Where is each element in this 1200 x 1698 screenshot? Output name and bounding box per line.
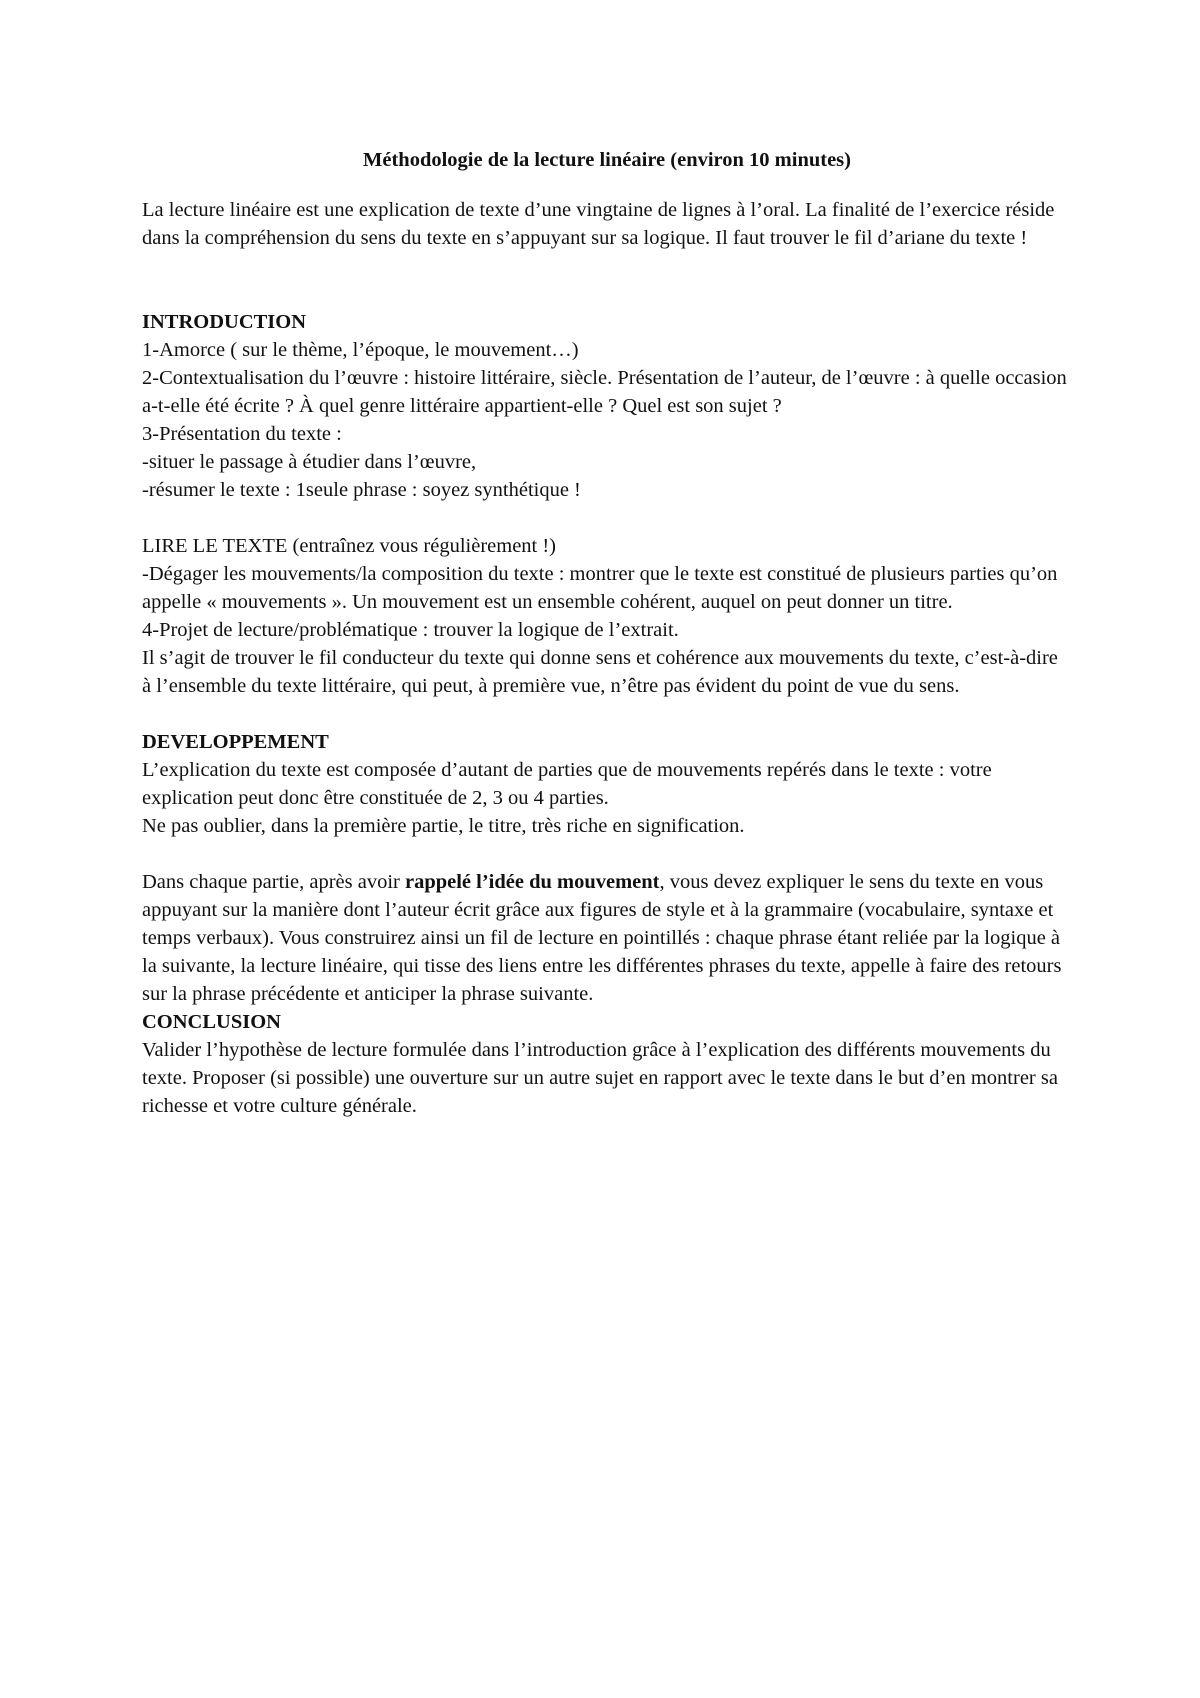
spacer xyxy=(142,700,1072,728)
introduction-section xyxy=(142,308,1072,504)
lire-line-projet: 4-Projet de lecture/problématique : trouver la logique de l’extrait. xyxy=(142,619,679,641)
introduction-heading: INTRODUCTION xyxy=(142,311,307,333)
introduction-line-amorce: 1-Amorce ( sur le thème, l’époque, le mouvement…) xyxy=(142,339,579,361)
lire-le-texte-section xyxy=(142,532,1072,700)
developpement-line-explication: L’explication du texte est composée d’autant de parties que de mouvements repérés dans le texte : votre explication peut donc être constituée de 2, 3 ou 4 parties. xyxy=(142,759,992,809)
introduction-line-resumer: -résumer le texte : 1seule phrase : soyez synthétique ! xyxy=(142,479,581,501)
developpement-line-titre: Ne pas oublier, dans la première partie, le titre, très riche en signification. xyxy=(142,815,745,837)
developpement-section xyxy=(142,728,1072,1008)
developpement-text-after: , vous devez expliquer le sens du texte en vous appuyant sur la manière dont l’auteur écrit grâce aux figures de style et à la grammaire (vocabulaire, syntaxe et temps verbaux). Vous construirez ainsi un fil de lecture en pointillés : chaque phrase étant reliée par la logique à la suivante, la lecture linéaire, qui tisse des liens entre les différentes phrases du texte, appelle à faire des retours sur la phrase précédente et anticiper la phrase suivante. xyxy=(142,871,1062,1005)
lire-le-texte-heading: LIRE LE TEXTE (entraînez vous régulièrement !) xyxy=(142,535,557,557)
developpement-paragraph xyxy=(142,868,1072,1008)
introduction-line-presentation: 3-Présentation du texte : xyxy=(142,423,342,445)
developpement-text-before: Dans chaque partie, après avoir xyxy=(142,871,405,893)
conclusion-section xyxy=(142,1008,1072,1120)
document-title: Méthodologie de la lecture linéaire (environ 10 minutes) xyxy=(363,149,851,171)
lire-line-mouvements: -Dégager les mouvements/la composition du texte : montrer que le texte est constitué de plusieurs parties qu’on appelle « mouvements ». Un mouvement est un ensemble cohérent, auquel on peut donner un titre. xyxy=(142,563,1058,613)
introduction-line-situer: -situer le passage à étudier dans l’œuvre, xyxy=(142,451,477,473)
introduction-line-contextualisation: 2-Contextualisation du l’œuvre : histoire littéraire, siècle. Présentation de l’auteur, de l’œuvre : à quelle occasion a-t-elle été écrite ? À quel genre littéraire appartient-elle ? Quel est son sujet ? xyxy=(142,367,1067,417)
document-page xyxy=(142,146,1072,1120)
spacer xyxy=(142,252,1072,308)
conclusion-heading: CONCLUSION xyxy=(142,1011,281,1033)
developpement-heading: DEVELOPPEMENT xyxy=(142,731,329,753)
lire-line-fil-conducteur: Il s’agit de trouver le fil conducteur du texte qui donne sens et cohérence aux mouvements du texte, c’est-à-dire à l’ensemble du texte littéraire, qui peut, à première vue, n’être pas évident du point de vue du sens. xyxy=(142,647,1058,697)
spacer xyxy=(142,840,1072,868)
spacer xyxy=(142,504,1072,532)
conclusion-text: Valider l’hypothèse de lecture formulée dans l’introduction grâce à l’explication des différents mouvements du texte. Proposer (si possible) une ouverture sur un autre sujet en rapport avec le texte dans le but d’en montrer sa richesse et votre culture générale. xyxy=(142,1039,1058,1117)
intro-paragraph: La lecture linéaire est une explication de texte d’une vingtaine de lignes à l’oral. La finalité de l’exercice réside dans la compréhension du sens du texte en s’appuyant sur sa logique. Il faut trouver le fil d’ariane du texte ! xyxy=(142,199,1055,249)
developpement-text-bold: rappelé l’idée du mouvement xyxy=(404,871,660,893)
